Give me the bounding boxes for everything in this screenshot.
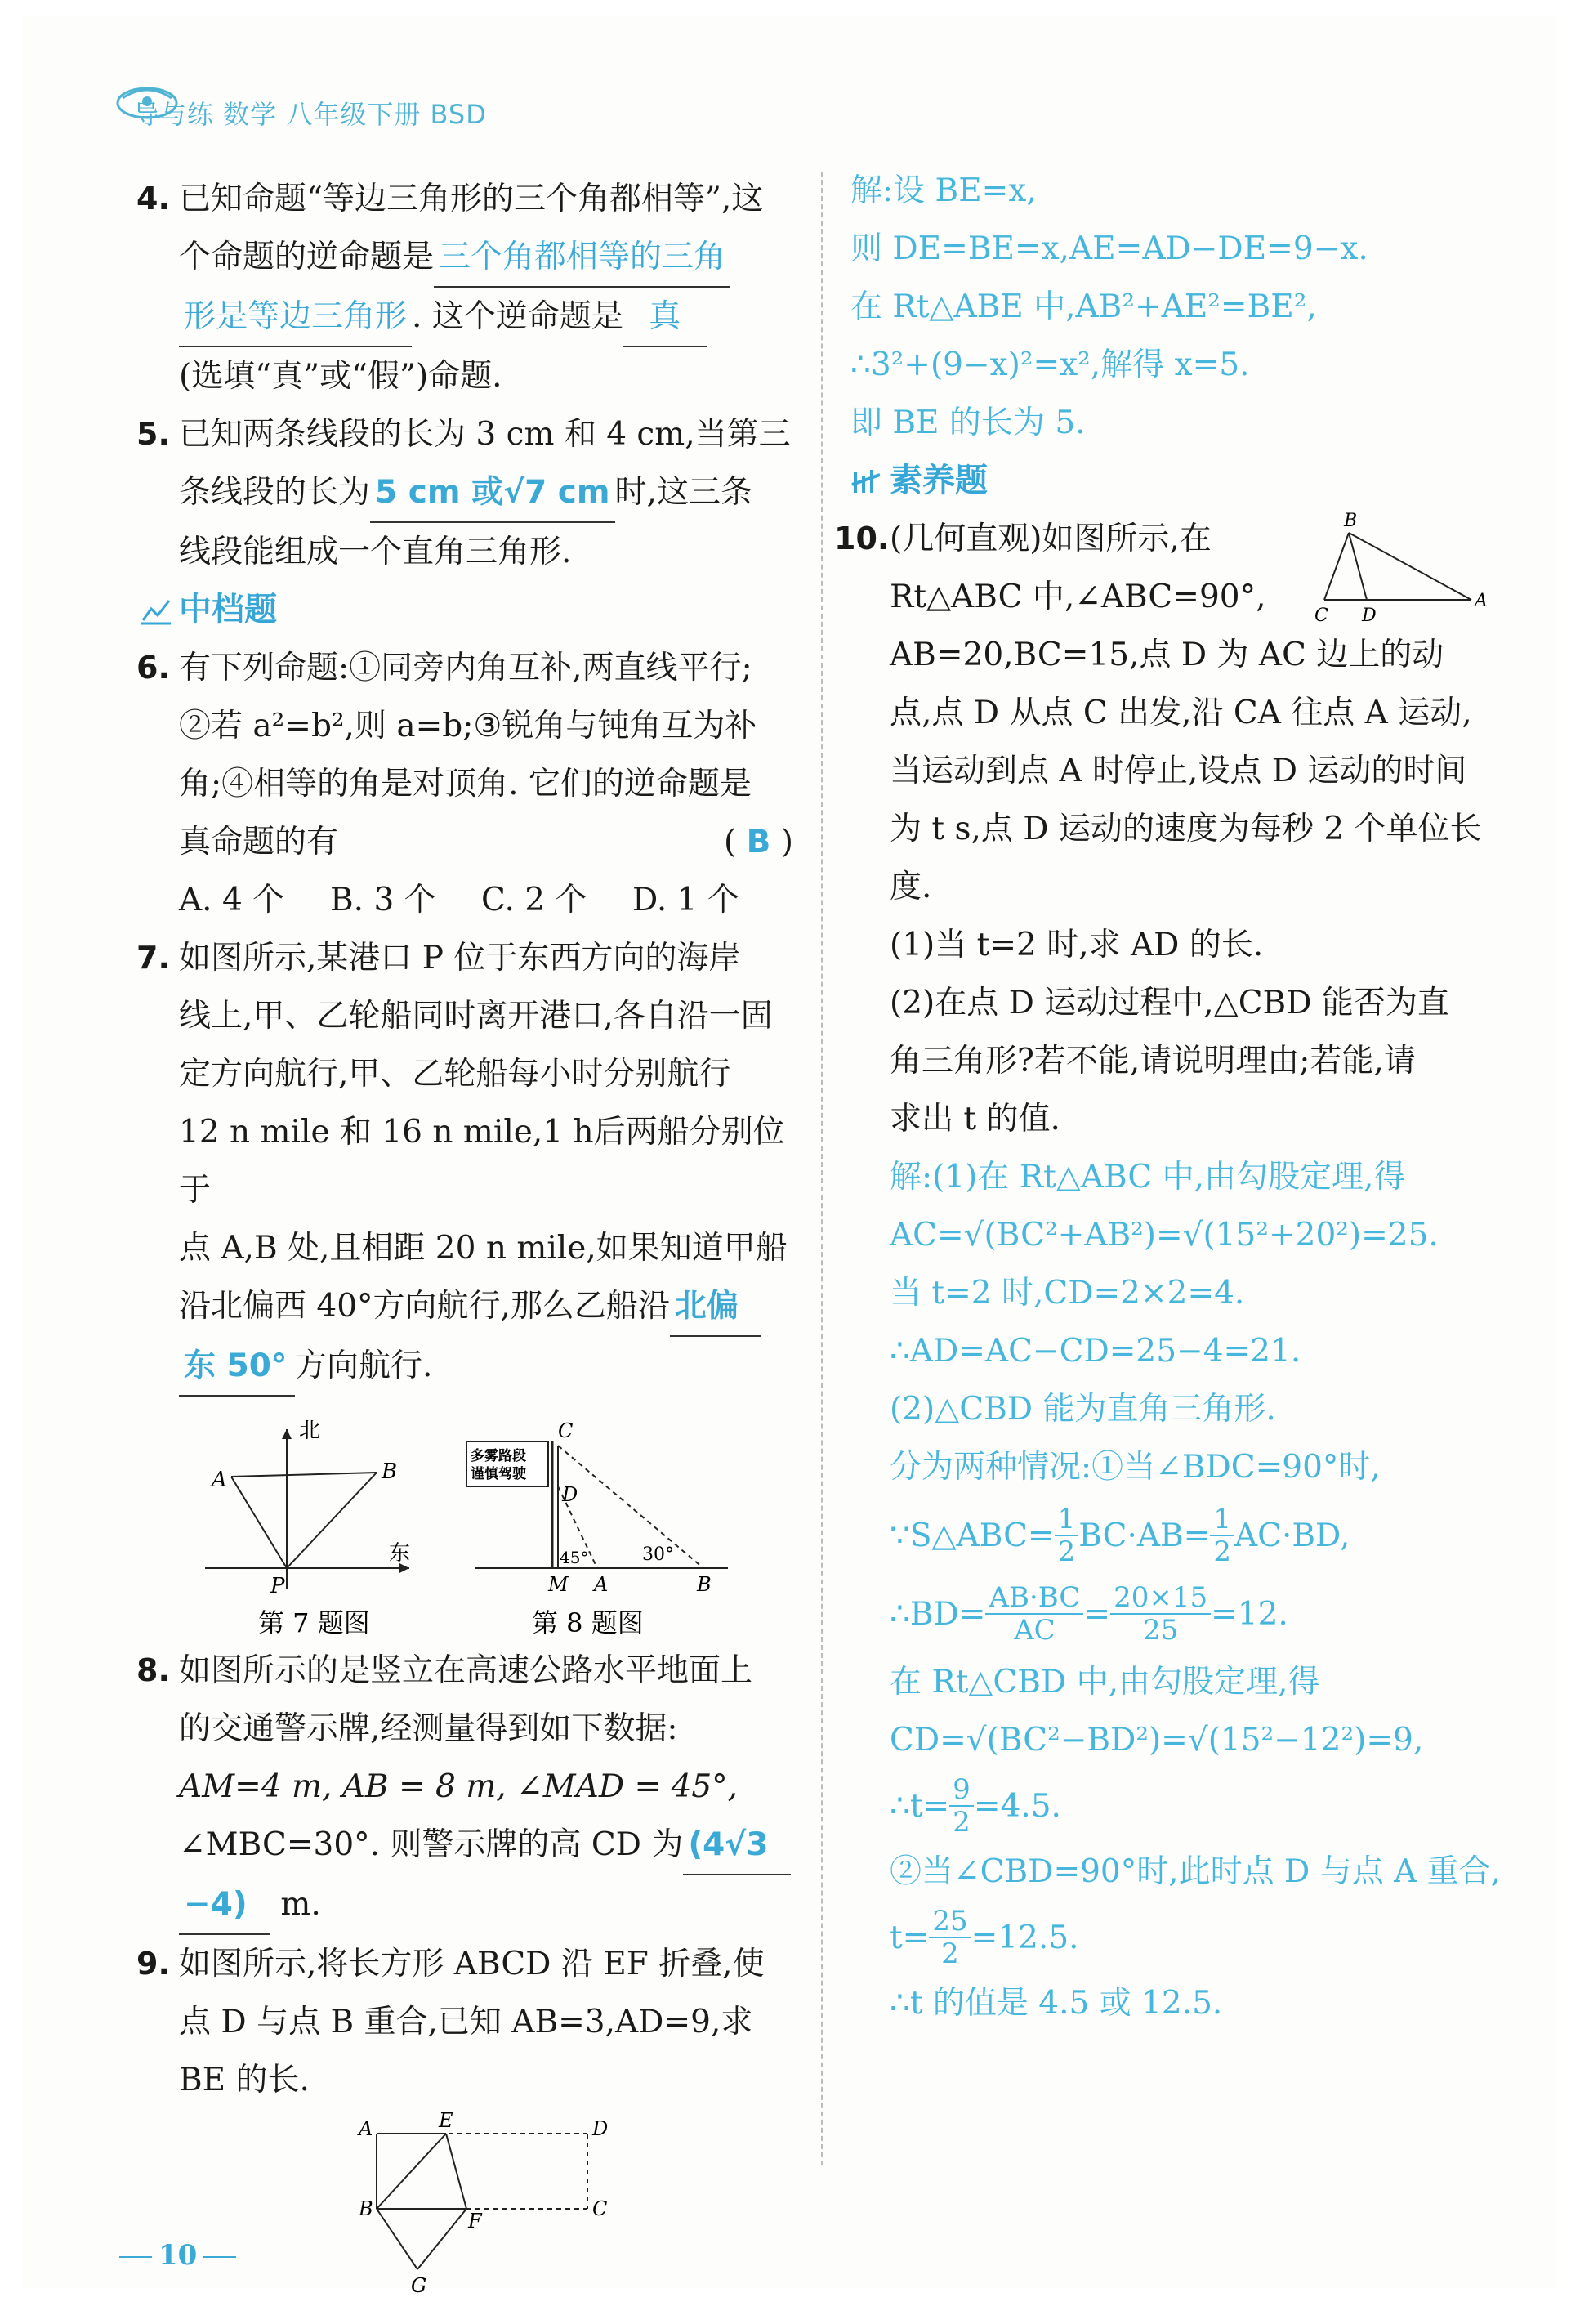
numerator: 9: [949, 1774, 974, 1807]
q7-line6: [140, 1277, 793, 1337]
fig8-angle-30: 30°: [642, 1544, 674, 1565]
q9-line3: BE 的长.: [179, 2062, 310, 2098]
fig8-label-c: C: [558, 1419, 574, 1442]
q4-answer-2: 真: [623, 288, 707, 347]
question-5: [136, 405, 793, 581]
fig9-label-e: E: [439, 2109, 453, 2132]
q6-line3: 角;④相等的角是对顶角. 它们的逆命题是: [179, 766, 752, 802]
q10-line5: 当运动到点 A 时停止,设点 D 运动的时间: [890, 753, 1467, 789]
q7-answer-a: 北偏: [670, 1277, 761, 1337]
sol10-line: 解:(1)在 Rt△ABC 中,由勾股定理,得: [890, 1159, 1406, 1196]
fraction: [949, 1774, 974, 1838]
q7-text: 沿北偏西 40°方向航行,那么乙船沿: [179, 1288, 670, 1325]
figure-9-svg: [140, 2109, 793, 2305]
sol10-line-t1: [890, 1769, 1512, 1843]
fig10-label-a: A: [1475, 591, 1488, 611]
paren-close: ): [770, 824, 793, 860]
question-4: [136, 170, 793, 405]
section-title: 素养题: [890, 462, 988, 499]
sol10-text: AC·BD,: [1234, 1517, 1350, 1554]
sol10-text: ∴t=: [890, 1787, 950, 1825]
q5-text: 时,这三条: [614, 474, 752, 511]
question-number: 10.: [834, 521, 890, 556]
fig10-label-d: D: [1362, 606, 1377, 626]
q5-line2: [140, 463, 793, 523]
q4-answer-1a: 三个角都相等的三角: [434, 228, 730, 288]
numerator: 1: [1210, 1504, 1234, 1536]
fig9-label-a: A: [359, 2117, 373, 2140]
q8-line1: 如图所示的是竖立在高速公路水平地面上: [179, 1652, 753, 1689]
q10-line7: 度.: [890, 869, 932, 905]
denominator: 25: [1142, 1614, 1179, 1647]
sol10-text: ∵S△ABC=: [890, 1517, 1055, 1554]
q4-line4: (选填“真”或“假”)命题.: [179, 358, 502, 395]
q7-line7: [140, 1337, 793, 1397]
q10-part1: (1)当 t=2 时,求 AD 的长.: [890, 927, 1264, 963]
q10-solution: [850, 1148, 1512, 2032]
q5-answer: 5 cm 或√7 cm: [370, 463, 615, 523]
question-number: 8.: [136, 1652, 170, 1688]
sol10-line: ∴t 的值是 4.5 或 12.5.: [890, 1985, 1223, 2022]
q4-text: . 这个逆命题是: [412, 298, 623, 335]
fraction: [1210, 1504, 1234, 1567]
q6-line4: [140, 813, 793, 871]
numerator: 20×15: [1110, 1582, 1211, 1615]
q8-line2: 的交通警示牌,经测量得到如下数据:: [179, 1710, 678, 1747]
q6-answer-paren: [724, 813, 793, 871]
fig9-label-b: B: [359, 2197, 373, 2220]
fraction: [1110, 1582, 1211, 1646]
fig9-label-d: D: [592, 2117, 609, 2140]
q8-unit: m.: [280, 1886, 321, 1923]
q10-line6: 为 t s,点 D 运动的速度为每秒 2 个单位长: [890, 811, 1482, 847]
sol10-text: =4.5.: [973, 1787, 1061, 1825]
sol10-line: AC=√(BC²+AB²)=√(15²+20²)=25.: [890, 1217, 1439, 1254]
sol10-line-t2: [890, 1901, 1512, 1974]
q9-solution: [850, 162, 1512, 452]
figure-8: [466, 1419, 728, 1638]
fig7-label-p: P: [270, 1574, 285, 1598]
fig7-label-b: B: [382, 1459, 398, 1484]
right-column: [834, 162, 1512, 2032]
q4-line2: [140, 228, 793, 288]
page-number: 10: [113, 2239, 243, 2272]
fig10-label-c: C: [1314, 606, 1328, 626]
fraction: [985, 1582, 1083, 1646]
section-heading-literacy: [850, 452, 1512, 510]
q6-line1: 有下列命题:①同旁内角互补,两直线平行;: [179, 650, 752, 686]
sol10-text: =12.: [1211, 1595, 1288, 1633]
paren-open: (: [724, 824, 747, 860]
q7-text: 方向航行.: [295, 1347, 433, 1384]
fig7-caption: 第 7 题图: [258, 1607, 370, 1638]
fig8-label-a: A: [594, 1573, 609, 1596]
figure-9: [140, 2109, 793, 2305]
q9-line1: 如图所示,将长方形 ABCD 沿 EF 折叠,使: [179, 1946, 765, 1982]
denominator: 2: [1057, 1535, 1076, 1568]
sol10-line: CD=√(BC²−BD²)=√(15²−12²)=9,: [890, 1722, 1424, 1759]
q5-line1: 已知两条线段的长为 3 cm 和 4 cm,当第三: [179, 416, 791, 453]
q4-line3: [140, 288, 793, 347]
sol9-line: ∴3²+(9−x)²=x²,解得 x=5.: [850, 346, 1250, 383]
question-number: 7.: [136, 940, 170, 976]
denominator: AC: [1014, 1614, 1056, 1647]
fraction: [1055, 1504, 1079, 1567]
sol10-line: (2)△CBD 能为直角三角形.: [890, 1391, 1276, 1428]
sol10-line-bd: ∴BD= $\frac{AB\cdot BC}{AC}$ = $\frac{20\times 15}{25}$ =12.: [890, 1581, 1288, 1647]
question-number: 9.: [136, 1946, 170, 1982]
q4-text: 个命题的逆命题是: [179, 239, 435, 275]
sol10-line: 分为两种情况:①当∠BDC=90°时,: [890, 1449, 1381, 1486]
option-d: D. 1 个: [632, 882, 739, 918]
q7-answer-b: 东 50°: [179, 1337, 295, 1397]
q10-line4: 点,点 D 从点 C 出发,沿 CA 往点 A 运动,: [890, 695, 1472, 731]
question-number: 6.: [136, 650, 170, 686]
fraction: [929, 1906, 971, 1969]
question-8: [136, 1642, 793, 1935]
denominator: 2: [941, 1937, 959, 1970]
option-a: A. 4 个: [179, 882, 285, 918]
q10-part2b: 角三角形?若不能,请说明理由;若能,请: [890, 1043, 1416, 1079]
q7-line5: 点 A,B 处,且相距 20 n mile,如果知道甲船: [179, 1230, 788, 1267]
fig8-label-b: B: [697, 1573, 712, 1596]
q6-options: [140, 871, 793, 929]
question-number: 5.: [136, 416, 170, 452]
q7-line3: 定方向航行,甲、乙轮船每小时分别航行: [179, 1056, 731, 1093]
question-6: [136, 639, 793, 929]
figure-10: [1308, 510, 1496, 632]
q8-answer-a: (4√3: [683, 1816, 791, 1875]
column-divider: [821, 172, 823, 2165]
fig8-label-d: D: [562, 1483, 578, 1506]
numerator: 25: [929, 1906, 971, 1938]
q4-answer-1b: 形是等边三角形: [179, 288, 412, 347]
q6-line2: ②若 a²=b²,则 a=b;③锐角与钝角互为补: [179, 708, 757, 744]
sol10-text: t=: [890, 1919, 930, 1956]
denominator: 2: [953, 1806, 971, 1839]
fig8-angle-45: 45°: [560, 1548, 589, 1567]
q7-line2: 线上,甲、乙轮船同时离开港口,各自沿一固: [179, 998, 773, 1035]
numerator: AB·BC: [985, 1582, 1083, 1615]
fig9-label-f: F: [468, 2210, 482, 2232]
q8-text: ∠MBC=30°. 则警示牌的高 CD 为: [179, 1826, 684, 1863]
question-7: [136, 929, 793, 1397]
figure-7-8-svg: [140, 1397, 793, 1642]
q10-part2a: (2)在点 D 运动过程中,△CBD 能否为直: [890, 985, 1449, 1021]
question-number: 4.: [136, 181, 170, 217]
sign-text-2: 谨慎驾驶: [471, 1466, 526, 1482]
q10-part2c: 求出 t 的值.: [890, 1101, 1060, 1137]
sol10-line: ∴AD=AC−CD=25−4=21.: [890, 1333, 1301, 1370]
fig8-caption: 第 8 题图: [532, 1607, 644, 1638]
q10-line1: (几何直观)如图所示,在: [890, 521, 1212, 557]
sol9-line: 解:设 BE=x,: [850, 172, 1037, 209]
q7-line4: 12 n mile 和 16 n mile,1 h后两船分别位于: [179, 1114, 785, 1209]
section-heading-mid: [140, 581, 793, 639]
sol10-line: 在 Rt△CBD 中,由勾股定理,得: [890, 1664, 1320, 1701]
q8-line5: [140, 1875, 793, 1935]
fig8-label-m: M: [548, 1573, 569, 1596]
q8-answer-b: −4): [179, 1875, 270, 1935]
question-9: [136, 1935, 793, 2109]
sol10-line: 当 t=2 时,CD=2×2=4.: [890, 1275, 1245, 1312]
left-column: [136, 170, 793, 2305]
sol10-text: =12.5.: [971, 1919, 1079, 1956]
option-b: B. 3 个: [330, 882, 436, 918]
fig7-north-label: 北: [299, 1419, 321, 1443]
q9-line2: 点 D 与点 B 重合,已知 AB=3,AD=9,求: [179, 2004, 753, 2040]
q10-line3: AB=20,BC=15,点 D 为 AC 边上的动: [890, 637, 1444, 673]
fig9-label-g: G: [411, 2274, 427, 2297]
numerator: 1: [1055, 1504, 1079, 1536]
q8-line4: [140, 1816, 793, 1875]
q6-text: 真命题的有: [179, 824, 339, 860]
fig9-label-c: C: [592, 2197, 608, 2220]
q7-line1: 如图所示,某港口 P 位于东西方向的海岸: [179, 940, 741, 977]
figure-7: [205, 1419, 410, 1638]
q10-line2: Rt△ABC 中,∠ABC=90°,: [890, 579, 1266, 615]
sol9-line: 则 DE=BE=x,AE=AD−DE=9−x.: [850, 230, 1368, 267]
sol10-text: BC·AB=: [1078, 1517, 1211, 1554]
q5-text: 条线段的长为: [179, 474, 371, 511]
question-10: [834, 510, 1512, 2032]
option-c: C. 2 个: [481, 882, 587, 918]
sol10-line: ②当∠CBD=90°时,此时点 D 与点 A 重合,: [890, 1853, 1502, 1890]
sol10-text: ∴BD=: [890, 1595, 986, 1633]
sol9-line: 即 BE 的长为 5.: [850, 404, 1086, 441]
sol9-line: 在 Rt△ABE 中,AB²+AE²=BE²,: [850, 288, 1317, 325]
fig7-east-label: 东: [389, 1541, 411, 1566]
sol10-line-area: [890, 1496, 1512, 1575]
q4-line1: 已知命题“等边三角形的三个角都相等”,这: [179, 181, 764, 217]
sign-text-1: 多雾路段: [471, 1448, 526, 1464]
q8-line3: AM=4 m, AB = 8 m, ∠MAD = 45°,: [179, 1768, 739, 1805]
q5-line3: 线段能组成一个直角三角形.: [179, 534, 572, 570]
section-title: 中档题: [179, 591, 277, 628]
q6-answer: B: [746, 824, 771, 860]
section-icon: [850, 467, 883, 496]
fig10-label-b: B: [1344, 511, 1358, 531]
fig7-label-a: A: [212, 1468, 227, 1492]
figures-7-8: [140, 1397, 793, 1642]
page: [23, 16, 1557, 2297]
denominator: 2: [1213, 1535, 1231, 1568]
section-icon: [140, 596, 172, 625]
header-title: 导与练 数学 八年级下册 BSD: [133, 99, 487, 130]
